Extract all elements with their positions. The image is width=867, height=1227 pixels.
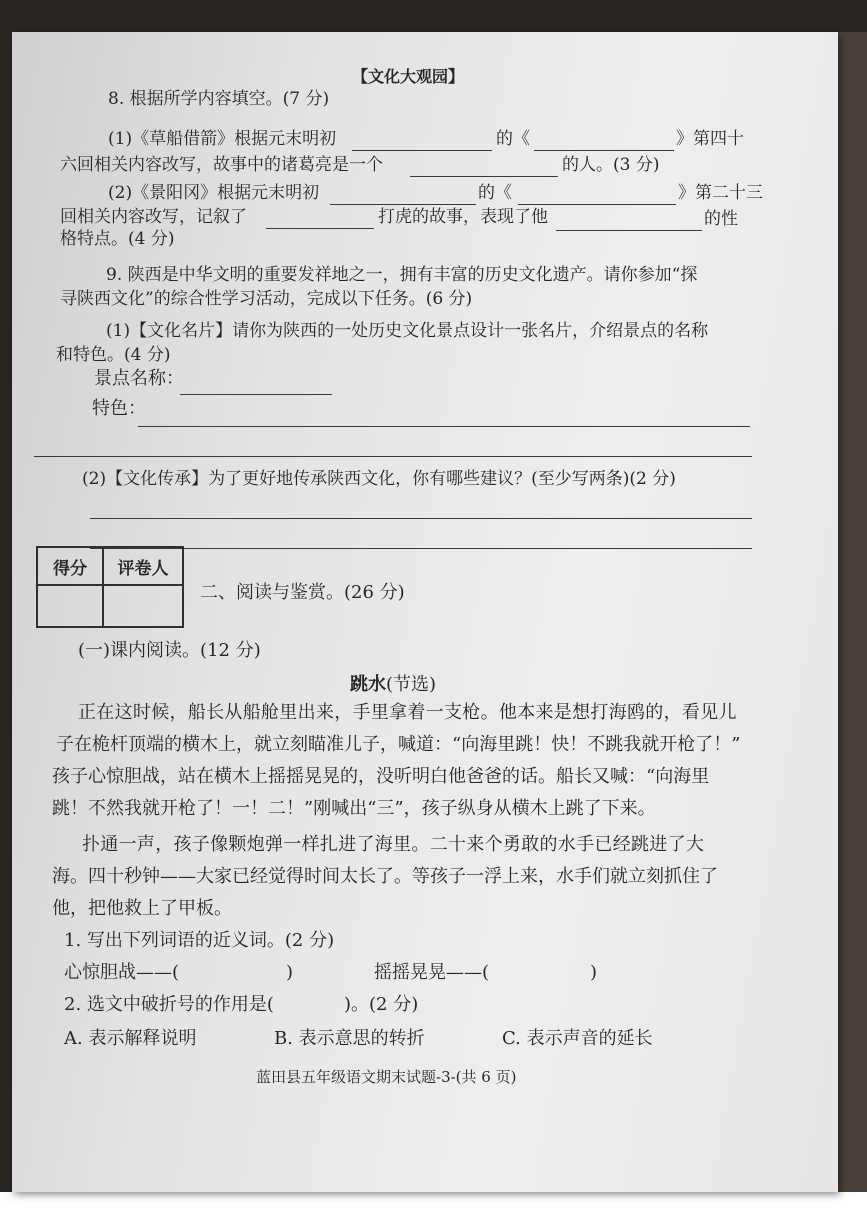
q8-p1-blank-book[interactable] — [534, 150, 674, 151]
q8-p2-blank-who[interactable] — [266, 228, 374, 229]
q2-option-c[interactable]: C. 表示声音的延长 — [502, 1028, 653, 1049]
q9-prompt: 寻陕西文化”的综合性学习活动，完成以下任务。(6 分) — [60, 289, 473, 309]
spot-name-blank[interactable] — [180, 394, 332, 395]
q8-p1-text: 六回相关内容改写，故事中的诸葛亮是一个 — [60, 155, 383, 175]
section2-title: 二、阅读与鉴赏。(26 分) — [200, 582, 405, 603]
passage-line: 正在这时候，船长从船舱里出来，手里拿着一支枪。他本来是想打海鸥的，看见儿 — [78, 702, 737, 723]
passage-title-note: (节选) — [386, 674, 437, 695]
score-table — [36, 546, 184, 628]
feature-answer-line[interactable] — [138, 426, 750, 427]
passage-line: 扑通一声，孩子像颗炮弹一样扎进了海里。二十来个勇敢的水手已经跳进了大 — [82, 834, 705, 855]
spot-name-label: 景点名称： — [94, 368, 184, 389]
q8-p2-text: 格特点。(4 分) — [60, 229, 175, 249]
passage-line: 跳！不然我就开枪了！一！二！”刚喊出“三”，孩子纵身从横木上跳了下来。 — [52, 798, 656, 819]
q9-card-prompt: (1)【文化名片】请你为陕西的一处历史文化景点设计一张名片，介绍景点的名称 — [106, 321, 709, 341]
q8-p1-blank-author[interactable] — [352, 150, 492, 151]
feature-answer-line[interactable] — [34, 456, 752, 457]
section-header: 【文化大观园】 — [352, 67, 465, 86]
q2-option-b[interactable]: B. 表示意思的转折 — [274, 1028, 425, 1049]
q8-p1-blank-trait[interactable] — [410, 176, 558, 177]
q1-word1-close: ) — [286, 962, 294, 983]
passage-line: 孩子心惊胆战，站在横木上摇摇晃晃的，没听明白他爸爸的话。船长又喊：“向海里 — [52, 766, 710, 787]
q8-p1-text: 》第四十 — [676, 129, 744, 149]
heritage-answer-line[interactable] — [90, 518, 752, 519]
part1-title: (一)课内阅读。(12 分) — [78, 640, 261, 661]
q8-p2-blank-trait[interactable] — [556, 230, 702, 231]
grader-header: 评卷人 — [117, 558, 169, 579]
page-footer: 蓝田县五年级语文期末试题-3-(共 6 页) — [256, 1068, 517, 1086]
table-divider — [102, 548, 104, 626]
heritage-answer-line[interactable] — [90, 548, 752, 549]
q8-prompt: 8. 根据所学内容填空。(7 分) — [108, 89, 330, 109]
q2-prompt-end: )。(2 分) — [344, 994, 419, 1015]
table-divider — [38, 584, 182, 586]
exam-page — [12, 32, 838, 1192]
q8-p2-text: (2)《景阳冈》根据元末明初 — [108, 183, 320, 203]
feature-label: 特色： — [92, 398, 146, 419]
q9-prompt: 9. 陕西是中华文明的重要发祥地之一，拥有丰富的历史文化遗产。请你参加“探 — [106, 265, 698, 285]
passage-title — [350, 674, 436, 696]
q9-card-prompt: 和特色。(4 分) — [56, 345, 171, 365]
q8-p2-text: 的《 — [478, 183, 512, 203]
q8-p2-text: 回相关内容改写，记叙了 — [60, 207, 247, 227]
q8-p1-text: (1)《草船借箭》根据元末明初 — [108, 129, 337, 149]
q1-word1: 心惊胆战——( — [64, 962, 180, 983]
q1-word2: 摇摇晃晃——( — [374, 962, 490, 983]
passage-line: 海。四十秒钟——大家已经觉得时间太长了。等孩子一浮上来，水手们就立刻抓住了 — [52, 866, 718, 887]
passage-title-text: 跳水 — [350, 674, 386, 695]
q8-p1-text: 的人。(3 分) — [562, 155, 660, 175]
q8-p2-blank-author[interactable] — [330, 204, 476, 205]
q8-p2-text: 》第二十三 — [678, 183, 763, 203]
q9-heritage-prompt: (2)【文化传承】为了更好地传承陕西文化，你有哪些建议？(至少写两条)(2 分) — [82, 469, 676, 489]
photo-background-edge — [838, 32, 867, 1192]
passage-line: 他，把他救上了甲板。 — [52, 898, 232, 919]
q8-p2-blank-book[interactable] — [518, 204, 676, 205]
score-header: 得分 — [53, 558, 87, 579]
q8-p2-text: 的性 — [704, 209, 738, 229]
q1-prompt: 1. 写出下列词语的近义词。(2 分) — [64, 930, 335, 951]
q8-p1-text: 的《 — [496, 129, 530, 149]
q8-p2-text: 打虎的故事，表现了他 — [378, 207, 548, 227]
q1-word2-close: ) — [590, 962, 598, 983]
q2-option-a[interactable]: A. 表示解释说明 — [64, 1028, 197, 1049]
q2-prompt: 2. 选文中破折号的作用是( — [64, 994, 274, 1015]
photo-bottom-margin — [0, 1192, 867, 1227]
passage-line: 子在桅杆顶端的横木上，就立刻瞄准儿子，喊道：“向海里跳！快！不跳我就开枪了！” — [56, 734, 741, 755]
